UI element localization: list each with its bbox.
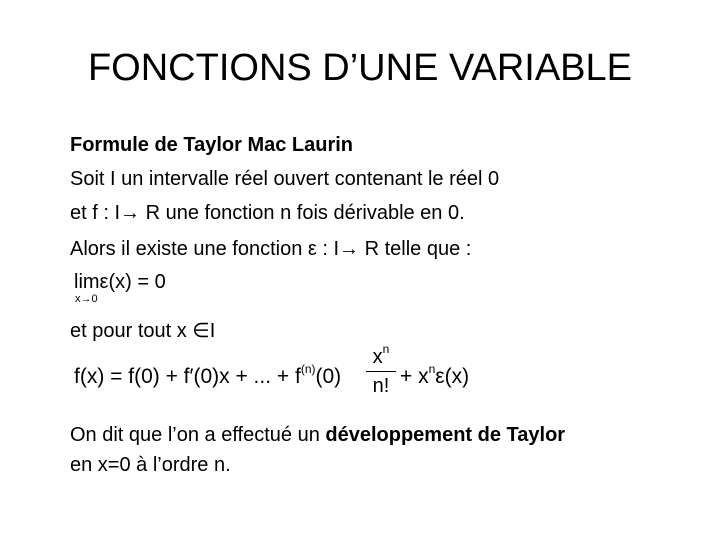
conclusion-text: On dit que l’on a effectué un	[70, 424, 326, 446]
text-line-3: Alors il existe une fonction ε : I→ R telle que :	[70, 238, 472, 260]
taylor-formula-left	[74, 364, 341, 392]
taylor-part3: + x	[400, 365, 429, 388]
taylor-sup-n2: n	[428, 362, 436, 376]
limit-subscript: x→0	[75, 293, 98, 305]
taylor-fraction	[366, 342, 396, 398]
text-line-1: Soit I un intervalle réel ouvert contenant le réel 0	[70, 168, 500, 190]
section-heading: Formule de Taylor Mac Laurin	[70, 134, 354, 156]
page-title: FONCTIONS D’UNE VARIABLE	[87, 47, 633, 89]
conclusion-line-2: en x=0 à l’ordre n.	[70, 454, 231, 476]
limit-expression: limε(x) = 0	[74, 271, 166, 293]
fraction-denominator: n!	[372, 375, 390, 397]
for-all-line: et pour tout x ∈I	[70, 320, 216, 342]
text-line-2: et f : I→ R une fonction n fois dérivable en 0.	[70, 202, 465, 224]
taylor-formula-right	[400, 364, 469, 392]
fraction-bar	[366, 371, 396, 372]
taylor-part1: f(x) = f(0) + f′(0)x + ... + f	[74, 365, 301, 388]
fraction-numerator: $x^n$	[372, 342, 390, 368]
taylor-sup-n: (n)	[300, 362, 316, 376]
conclusion-bold-term: développement de Taylor	[325, 424, 566, 446]
taylor-part4: ε(x)	[435, 365, 470, 388]
conclusion-line-1	[70, 422, 565, 448]
taylor-part2: (0)	[315, 365, 342, 388]
